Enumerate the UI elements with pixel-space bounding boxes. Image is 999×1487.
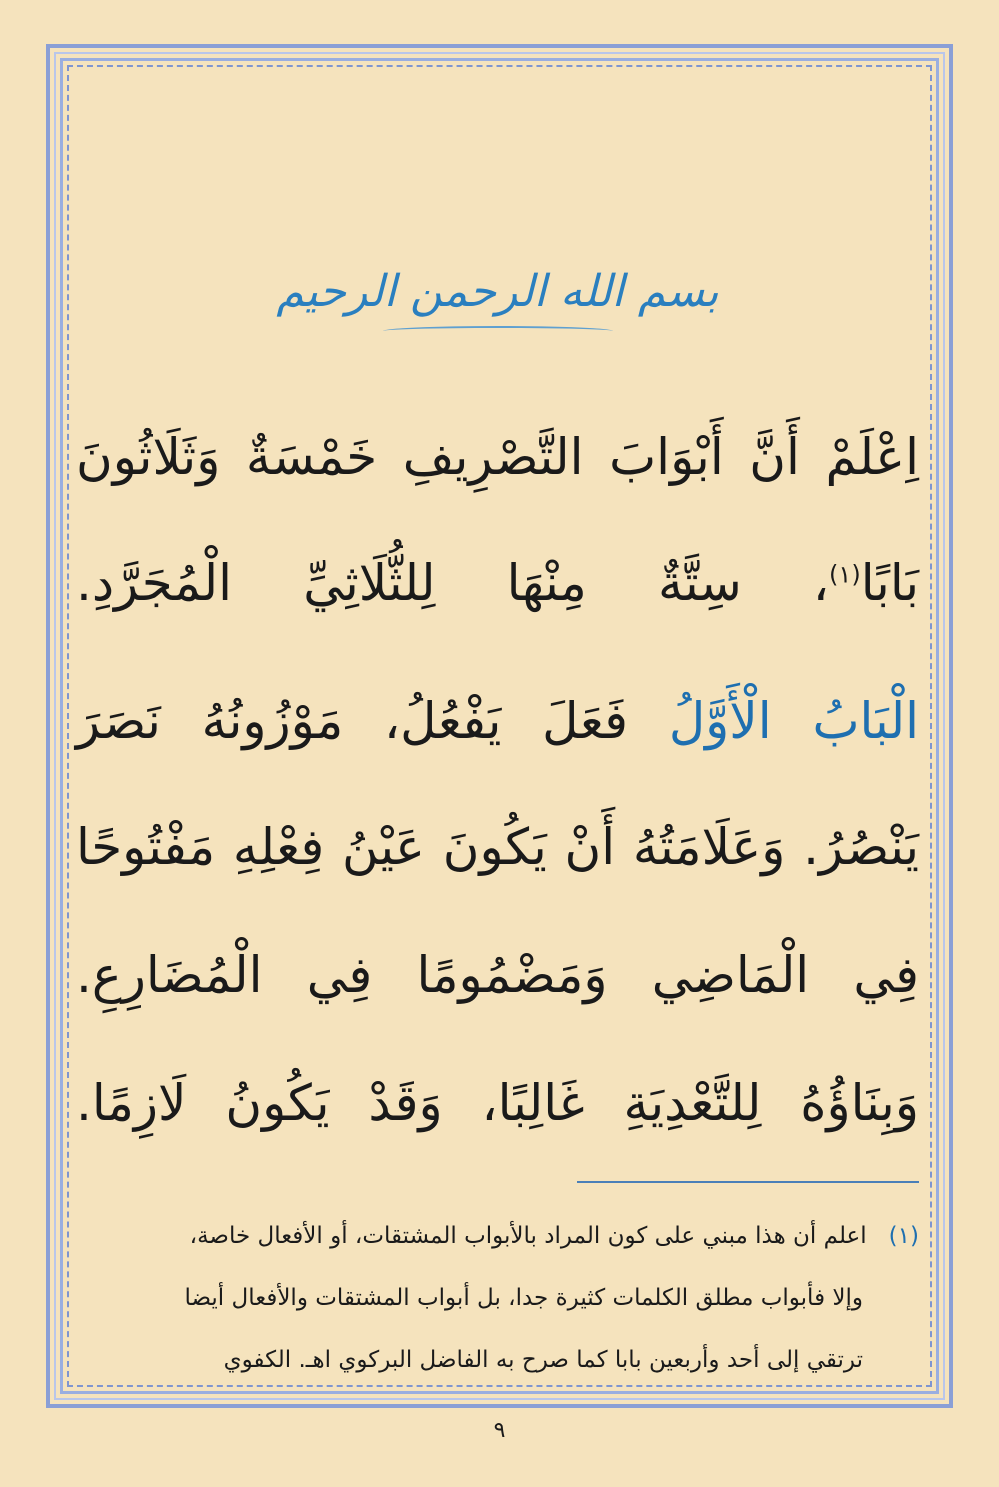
text-line-2-separator: ، <box>812 554 830 612</box>
footnote-line-1 <box>76 1216 919 1256</box>
text-line-6: وَبِنَاؤُهُ لِلتَّعْدِيَةِ غَالِبًا، وَقَدْ يَكُونُ لَازِمًا. <box>76 1074 919 1132</box>
basmala-text: بسم الله الرحمن الرحيم <box>276 266 719 317</box>
page-content <box>76 0 919 1487</box>
basmala-flourish <box>383 326 613 336</box>
text-line-3 <box>76 676 919 766</box>
text-line-3-body: فَعَلَ يَفْعُلُ، مَوْزُونُهُ نَصَرَ <box>76 692 629 750</box>
footnote-line-3: ترتقي إلى أحد وأربعين بابا كما صرح به الفاضل البركوي اهـ. الكفوي <box>223 1347 863 1373</box>
text-line-2-prefix: بَابًا <box>860 554 919 612</box>
footnote-divider <box>577 1181 919 1183</box>
text-line-2-body: سِتَّةٌ مِنْهَا لِلثُّلَاثِيِّ الْمُجَرَّدِ. <box>76 554 742 612</box>
text-line-1: اِعْلَمْ أَنَّ أَبْوَابَ التَّصْرِيفِ خَمْسَةٌ وَثَلَاثُونَ <box>76 428 919 486</box>
chapter-heading: الْبَابُ الْأَوَّلُ <box>668 692 919 750</box>
footnote-number: (١) <box>888 1223 919 1249</box>
basmala-calligraphy <box>76 252 919 336</box>
page-number: ٩ <box>493 1418 506 1443</box>
text-line-4: يَنْصُرُ. وَعَلَامَتُهُ أَنْ يَكُونَ عَيْنُ فِعْلِهِ مَفْتُوحًا <box>76 818 919 876</box>
footnote-line-2: وإلا فأبواب مطلق الكلمات كثيرة جدا، بل أبواب المشتقات والأفعال أيضا <box>184 1285 863 1311</box>
text-line-5: فِي الْمَاضِي وَمَضْمُومًا فِي الْمُضَارِعِ. <box>76 946 919 1004</box>
text-line-2 <box>76 538 919 628</box>
footnote-line-1-text: اعلم أن هذا مبني على كون المراد بالأبواب المشتقات، أو الأفعال خاصة، <box>189 1223 867 1249</box>
footnote-reference[interactable]: (١) <box>829 560 861 589</box>
